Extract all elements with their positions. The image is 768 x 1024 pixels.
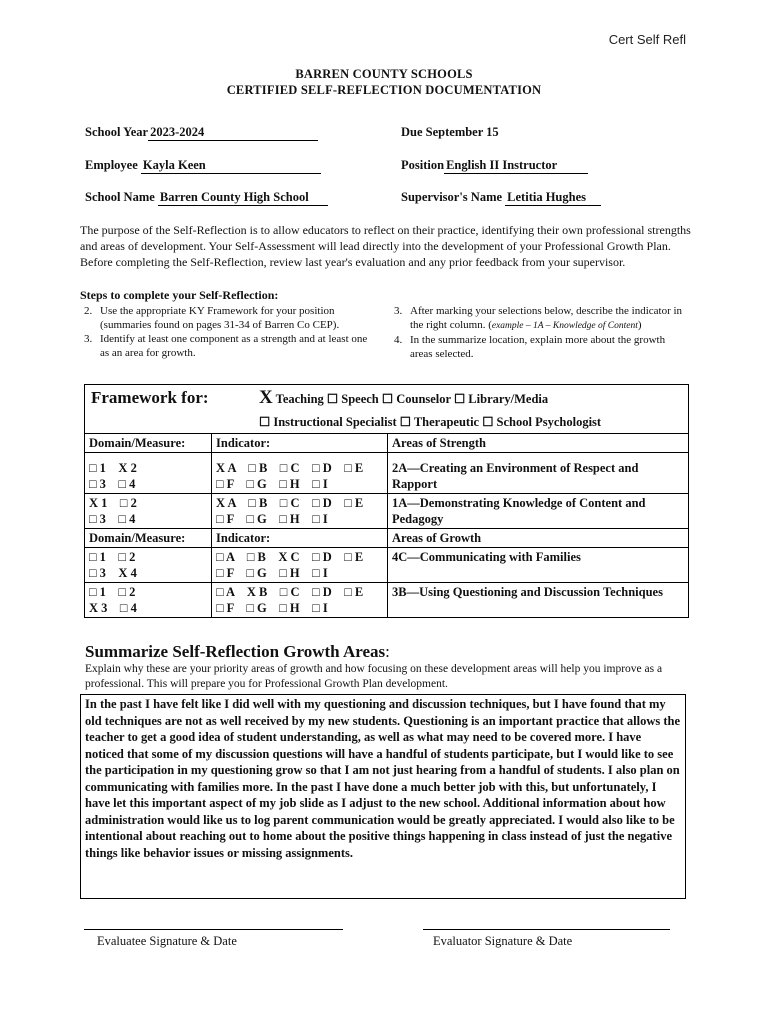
- evaluatee-signature-label: Evaluatee Signature & Date: [97, 934, 237, 948]
- summary-title: Summarize Self-Reflection Growth Areas:: [85, 642, 390, 661]
- step-item: 3. After marking your selections below, describe the indicator in the right column. (example – 1A – Knowledge of Content): [394, 305, 683, 331]
- school-name-value: Barren County High School: [158, 190, 328, 206]
- steps-left-column: [84, 304, 376, 360]
- employee-value: Kayla Keen: [141, 158, 321, 174]
- document-title: CERTIFIED SELF-REFLECTION DOCUMENTATION: [226, 83, 542, 97]
- table-row: □ 1 □ 2 X 3 □ 4 □ A X B □ C □ D □ E □ F □ G □ H □ I 3B—Using Questioning and Discussion Techniques: [85, 583, 689, 618]
- growth-header: Areas of Growth: [388, 529, 689, 548]
- strength-area: 2A—Creating an Environment of Respect and Rapport: [388, 453, 689, 494]
- indicator-header: Indicator:: [212, 434, 388, 453]
- strength-header: Areas of Strength: [388, 434, 689, 453]
- growth-area: 4C—Communicating with Families: [388, 548, 689, 583]
- growth-header-row: [85, 529, 689, 548]
- position-label: Position: [401, 158, 445, 172]
- purpose-paragraph: The purpose of the Self-Reflection is to allow educators to reflect on their practice, identifying their own professional strengths and areas of development. Your Self-Assessment will lead directly into the development of your Professional Growth Plan. Before completing the Self-Reflection, review last year's evaluation and any prior feedback from your supervisor.: [80, 223, 691, 269]
- summary-text-box[interactable]: In the past I have felt like I did well with my questioning and discussion techniques, but I have found that my old techniques are not as well received by my new students. Questioning is an important practice that allows the teacher to get a good idea of student understanding, as well as what may need to be covered more. I have noticed that some of my discussion questions will have a handful of students participate, but I would like to see the participation in my questioning grow so that I am not just hearing from a handful of students. I also plan on communicating with families more. In the past I have done a much better job with this, but unfortunately, I have let this important aspect of my job slide as I adjust to the new school. Additional information about how administration would like us to log parent communication would be greatly appreciated. I would also like to be intentional about reaching out to home about the positive things happening in class instead of just the negative things like behavior issues or missing assignments.: [80, 694, 686, 899]
- school-year-label: School Year: [85, 125, 149, 139]
- framework-options-line2: ☐ Instructional Specialist ☐ Therapeutic ☐ School Psychologist: [259, 415, 602, 429]
- indicator-header: Indicator:: [212, 529, 388, 548]
- step-item: 3. Identify at least one component as a strength and at least one as an area for growth.: [84, 333, 368, 359]
- school-name-field: [85, 190, 328, 206]
- supervisor-label: Supervisor's Name: [401, 190, 503, 204]
- steps-right-column: [394, 304, 684, 361]
- employee-label: Employee: [85, 158, 138, 172]
- framework-header-row: [85, 385, 689, 434]
- evaluator-signature-line[interactable]: [423, 929, 670, 930]
- supervisor-value: Letitia Hughes: [505, 190, 601, 206]
- table-row: □ 1 X 2 □ 3 □ 4 X A □ B □ C □ D □ E □ F □ G □ H □ I 2A—Creating an Environment of Respect and Rapport: [85, 453, 689, 494]
- position-value: English II Instructor: [444, 158, 588, 174]
- framework-mark: X: [259, 387, 273, 408]
- school-name-label: School Name: [85, 190, 155, 204]
- steps-heading: Steps to complete your Self-Reflection:: [80, 288, 279, 302]
- position-field: [401, 158, 588, 174]
- domain-header: Domain/Measure:: [85, 529, 212, 548]
- evaluator-signature-label: Evaluator Signature & Date: [433, 934, 573, 948]
- district-title: BARREN COUNTY SCHOOLS: [295, 67, 473, 81]
- table-row: □ 1 □ 2 □ 3 X 4 □ A □ B X C □ D □ E □ F □ G □ H □ I 4C—Communicating with Families: [85, 548, 689, 583]
- table-row: X 1 □ 2 □ 3 □ 4 X A □ B □ C □ D □ E □ F □ G □ H □ I 1A—Demonstrating Knowledge of Content and Pedagogy: [85, 494, 689, 529]
- framework-table: [84, 384, 689, 618]
- domain-header: Domain/Measure:: [85, 434, 212, 453]
- strength-area: 1A—Demonstrating Knowledge of Content and Pedagogy: [388, 494, 689, 529]
- due-date: Due September 15: [401, 125, 499, 139]
- evaluatee-signature-line[interactable]: [84, 929, 343, 930]
- school-year-field: [85, 125, 318, 141]
- school-year-value: 2023-2024: [148, 125, 318, 141]
- framework-options-line1: Teaching ☐ Speech ☐ Counselor ☐ Library/Media: [272, 392, 549, 406]
- growth-area: 3B—Using Questioning and Discussion Techniques: [388, 583, 689, 618]
- employee-field: [85, 158, 321, 174]
- step-item: 4. In the summarize location, explain more about the growth areas selected.: [394, 334, 666, 360]
- document-ref: Cert Self Refl: [608, 32, 686, 47]
- summary-description: Explain why these are your priority areas of growth and how focusing on these development areas will help you improve as a professional. This will prepare you for Professional Growth Plan development.: [85, 663, 663, 690]
- strength-header-row: [85, 434, 689, 453]
- framework-label: Framework for:: [91, 388, 209, 407]
- supervisor-field: [401, 190, 601, 206]
- step-item: 2. Use the appropriate KY Framework for your position (summaries found on pages 31-34 of Barren Co CEP).: [84, 305, 340, 331]
